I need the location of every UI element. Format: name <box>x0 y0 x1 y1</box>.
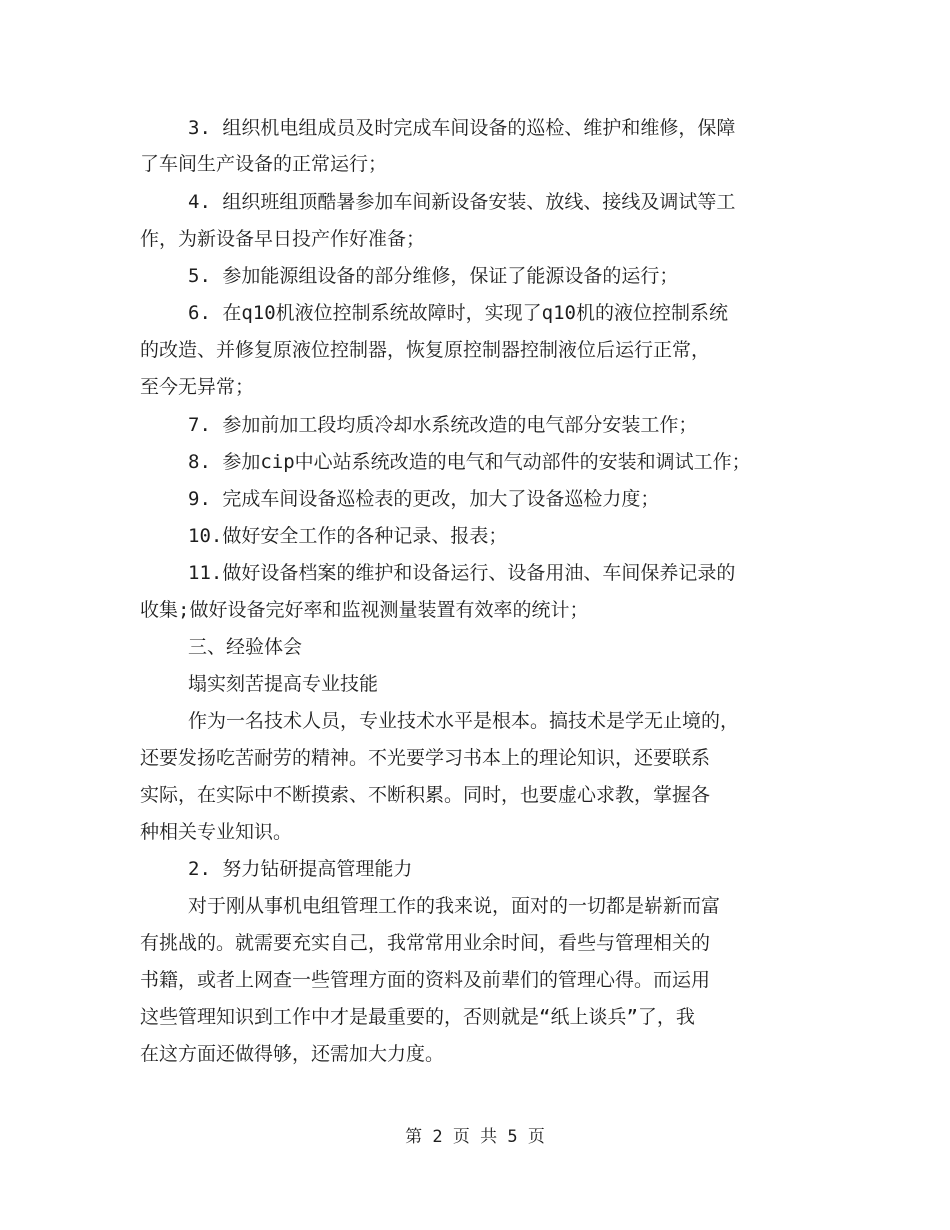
item-9-line: 9. 完成车间设备巡检表的更改，加大了设备巡检力度； <box>188 488 660 510</box>
paragraph-1-line-4: 种相关专业知识。 <box>140 821 293 843</box>
item-8-line: 8. 参加cip中心站系统改造的电气和气动部件的安装和调试工作； <box>188 451 751 473</box>
paragraph-1-line-2: 还要发扬吃苦耐劳的精神。不光要学习书本上的理论知识，还要联系 <box>140 747 711 769</box>
paragraph-2-line-2: 有挑战的。就需要充实自己，我常常用业余时间，看些与管理相关的 <box>140 932 711 954</box>
item-10-line: 10.做好安全工作的各种记录、报表； <box>188 525 508 547</box>
paragraph-1-line-3: 实际，在实际中不断摸索、不断积累。同时，也要虚心求教，掌握各 <box>140 784 711 806</box>
subheading-1: 塌实刻苦提高专业技能 <box>188 673 379 695</box>
page-number-footer: 第 2 页 共 5 页 <box>405 1127 545 1147</box>
paragraph-2-line-1: 对于刚从事机电组管理工作的我来说，面对的一切都是崭新而富 <box>188 895 721 917</box>
item-5-line: 5. 参加能源组设备的部分维修，保证了能源设备的运行； <box>188 265 679 287</box>
item-11-line-2: 收集;做好设备完好率和监视测量装置有效率的统计； <box>140 599 589 621</box>
subheading-2: 2. 努力钻研提高管理能力 <box>188 858 413 880</box>
section-heading: 三、经验体会 <box>188 636 303 658</box>
paragraph-2-line-4: 这些管理知识到工作中才是最重要的，否则就是“纸上谈兵”了，我 <box>140 1006 695 1028</box>
item-4-line-2: 作，为新设备早日投产作好准备； <box>140 228 426 250</box>
item-11-line-1: 11.做好设备档案的维护和设备运行、设备用油、车间保养记录的 <box>188 562 736 584</box>
item-3-line-1: 3. 组织机电组成员及时完成车间设备的巡检、维护和维修，保障 <box>188 117 736 139</box>
item-4-line-1: 4. 组织班组顶酷暑参加车间新设备安装、放线、接线及调试等工 <box>188 191 736 213</box>
item-6-line-3: 至今无异常； <box>140 376 255 398</box>
paragraph-2-line-3: 书籍，或者上网查一些管理方面的资料及前辈们的管理心得。而运用 <box>140 969 711 991</box>
item-6-line-1: 6. 在q10机液位控制系统故障时，实现了q10机的液位控制系统 <box>188 302 728 324</box>
item-3-line-2: 了车间生产设备的正常运行； <box>140 153 388 175</box>
item-6-line-2: 的改造、并修复原液位控制器，恢复原控制器控制液位后运行正常， <box>140 339 711 361</box>
paragraph-2-line-5: 在这方面还做得够，还需加大力度。 <box>140 1043 445 1065</box>
item-7-line: 7. 参加前加工段均质冷却水系统改造的电气部分安装工作； <box>188 414 698 436</box>
paragraph-1-line-1: 作为一名技术人员，专业技术水平是根本。搞技术是学无止境的， <box>188 710 740 732</box>
